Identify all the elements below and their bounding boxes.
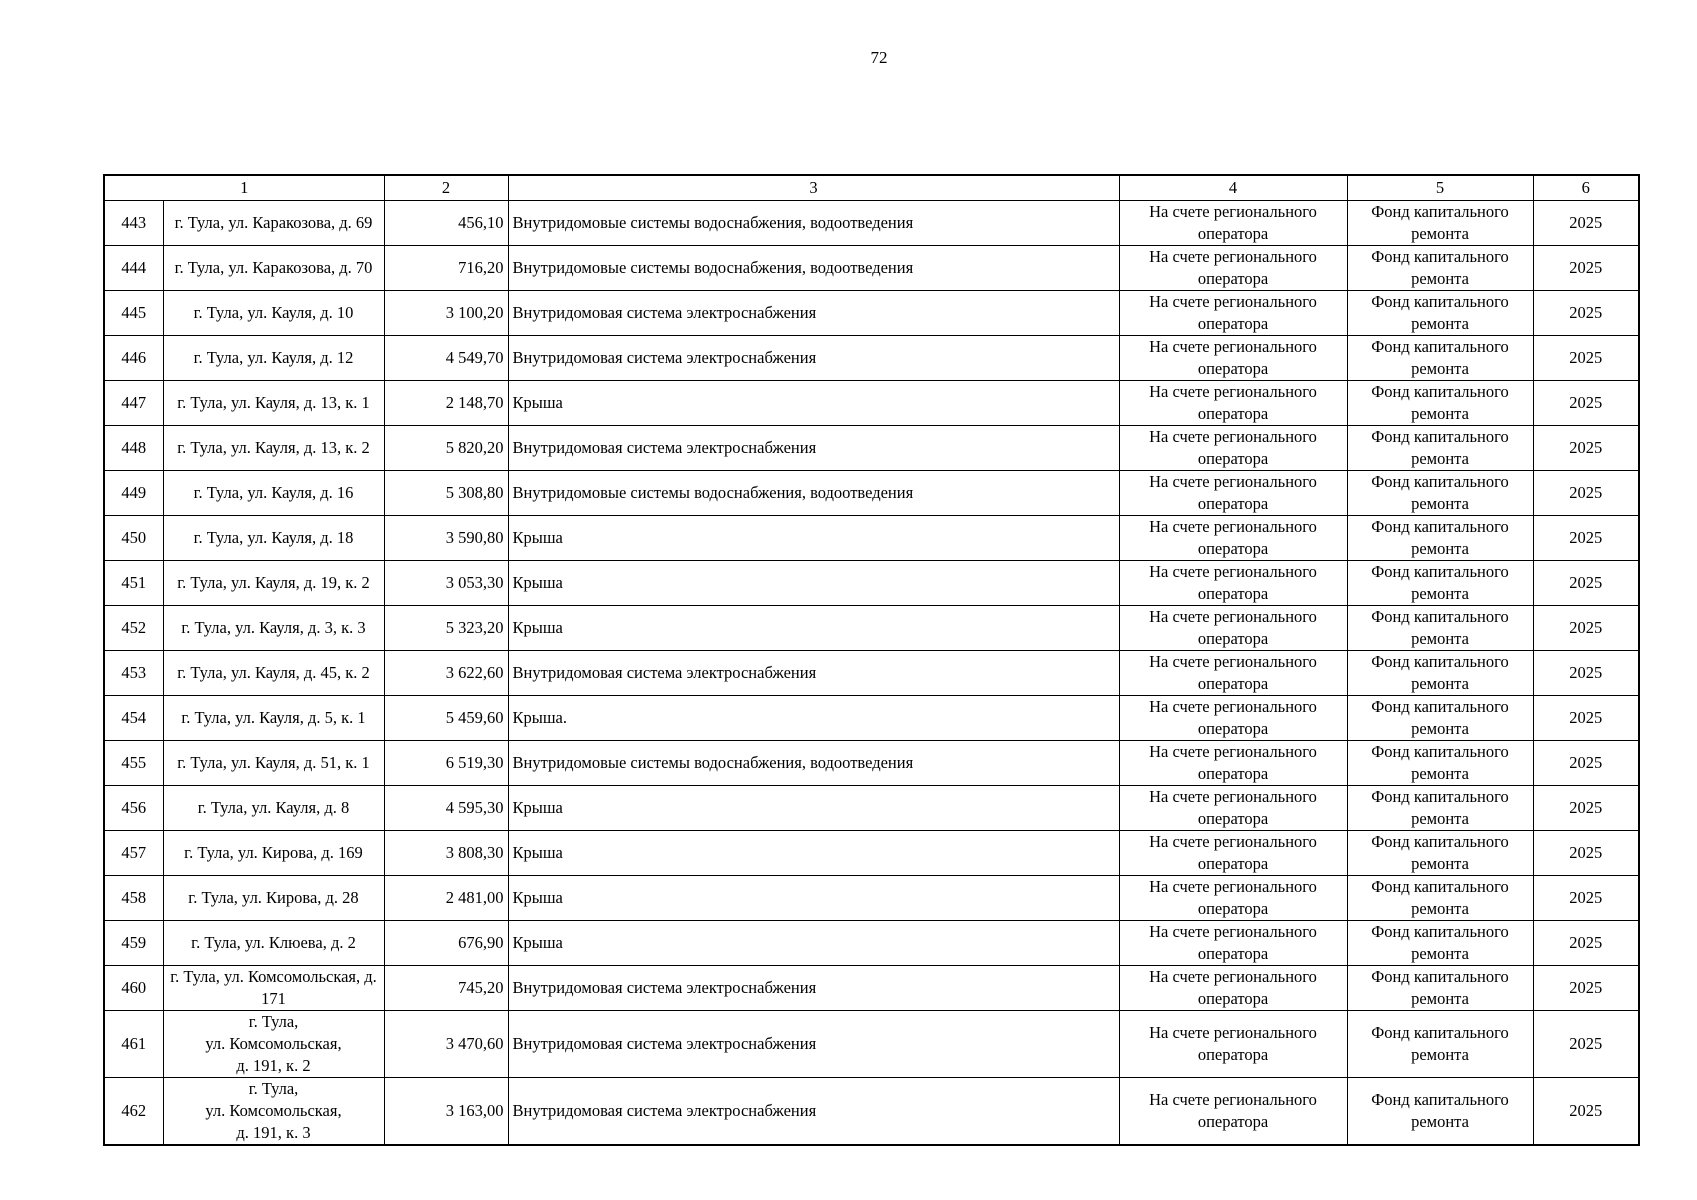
row-number: 452 xyxy=(104,606,163,651)
fund-method-cell: На счете регионального оператора xyxy=(1119,1011,1347,1078)
area-cell: 5 820,20 xyxy=(384,426,508,471)
area-cell: 3 470,60 xyxy=(384,1011,508,1078)
address-cell: г. Тула, ул. Кауля, д. 8 xyxy=(163,786,384,831)
funding-source-cell: Фонд капитального ремонта xyxy=(1347,381,1533,426)
address-cell: г. Тула, ул. Комсомольская, д. 191, к. 3 xyxy=(163,1078,384,1146)
column-number-row xyxy=(104,175,1639,201)
funding-source-cell: Фонд капитального ремонта xyxy=(1347,1078,1533,1146)
row-number: 447 xyxy=(104,381,163,426)
row-number: 450 xyxy=(104,516,163,561)
table-row xyxy=(104,516,1639,561)
funding-source-cell: Фонд капитального ремонта xyxy=(1347,831,1533,876)
table-row xyxy=(104,1078,1639,1146)
year-cell: 2025 xyxy=(1533,876,1639,921)
year-cell: 2025 xyxy=(1533,1078,1639,1146)
table-body xyxy=(104,201,1639,1146)
table-row xyxy=(104,291,1639,336)
area-cell: 3 622,60 xyxy=(384,651,508,696)
table-row xyxy=(104,426,1639,471)
work-type-cell: Внутридомовая система электроснабжения xyxy=(508,426,1119,471)
table-row xyxy=(104,1011,1639,1078)
funding-source-cell: Фонд капитального ремонта xyxy=(1347,426,1533,471)
fund-method-cell: На счете регионального оператора xyxy=(1119,696,1347,741)
work-type-cell: Внутридомовая система электроснабжения xyxy=(508,291,1119,336)
fund-method-cell: На счете регионального оператора xyxy=(1119,921,1347,966)
area-cell: 2 481,00 xyxy=(384,876,508,921)
year-cell: 2025 xyxy=(1533,741,1639,786)
table-row xyxy=(104,696,1639,741)
table-row xyxy=(104,876,1639,921)
fund-method-cell: На счете регионального оператора xyxy=(1119,426,1347,471)
table-row xyxy=(104,831,1639,876)
address-cell: г. Тула, ул. Кауля, д. 18 xyxy=(163,516,384,561)
work-type-cell: Внутридомовые системы водоснабжения, водоотведения xyxy=(508,201,1119,246)
row-number: 451 xyxy=(104,561,163,606)
table-row xyxy=(104,786,1639,831)
year-cell: 2025 xyxy=(1533,201,1639,246)
work-type-cell: Крыша xyxy=(508,561,1119,606)
row-number: 445 xyxy=(104,291,163,336)
row-number: 461 xyxy=(104,1011,163,1078)
work-type-cell: Крыша xyxy=(508,786,1119,831)
work-type-cell: Внутридомовая система электроснабжения xyxy=(508,966,1119,1011)
row-number: 457 xyxy=(104,831,163,876)
table-row xyxy=(104,606,1639,651)
table-row xyxy=(104,471,1639,516)
address-cell: г. Тула, ул. Каракозова, д. 69 xyxy=(163,201,384,246)
table-row xyxy=(104,966,1639,1011)
area-cell: 6 519,30 xyxy=(384,741,508,786)
table-row xyxy=(104,651,1639,696)
fund-method-cell: На счете регионального оператора xyxy=(1119,516,1347,561)
work-type-cell: Крыша xyxy=(508,516,1119,561)
funding-source-cell: Фонд капитального ремонта xyxy=(1347,201,1533,246)
fund-method-cell: На счете регионального оператора xyxy=(1119,651,1347,696)
year-cell: 2025 xyxy=(1533,471,1639,516)
row-number: 459 xyxy=(104,921,163,966)
area-cell: 3 808,30 xyxy=(384,831,508,876)
area-cell: 5 308,80 xyxy=(384,471,508,516)
row-number: 454 xyxy=(104,696,163,741)
row-number: 462 xyxy=(104,1078,163,1146)
fund-method-cell: На счете регионального оператора xyxy=(1119,1078,1347,1146)
table-row xyxy=(104,741,1639,786)
fund-method-cell: На счете регионального оператора xyxy=(1119,201,1347,246)
column-number-5: 5 xyxy=(1347,175,1533,201)
year-cell: 2025 xyxy=(1533,921,1639,966)
fund-method-cell: На счете регионального оператора xyxy=(1119,291,1347,336)
work-type-cell: Крыша xyxy=(508,381,1119,426)
column-number-3: 3 xyxy=(508,175,1119,201)
year-cell: 2025 xyxy=(1533,381,1639,426)
work-type-cell: Внутридомовые системы водоснабжения, водоотведения xyxy=(508,741,1119,786)
row-number: 443 xyxy=(104,201,163,246)
row-number: 448 xyxy=(104,426,163,471)
fund-method-cell: На счете регионального оператора xyxy=(1119,606,1347,651)
area-cell: 5 323,20 xyxy=(384,606,508,651)
year-cell: 2025 xyxy=(1533,786,1639,831)
column-number-4: 4 xyxy=(1119,175,1347,201)
fund-method-cell: На счете регионального оператора xyxy=(1119,786,1347,831)
table-row xyxy=(104,201,1639,246)
row-number: 446 xyxy=(104,336,163,381)
address-cell: г. Тула, ул. Кирова, д. 169 xyxy=(163,831,384,876)
funding-source-cell: Фонд капитального ремонта xyxy=(1347,966,1533,1011)
funding-source-cell: Фонд капитального ремонта xyxy=(1347,246,1533,291)
area-cell: 3 100,20 xyxy=(384,291,508,336)
funding-source-cell: Фонд капитального ремонта xyxy=(1347,1011,1533,1078)
address-cell: г. Тула, ул. Кауля, д. 12 xyxy=(163,336,384,381)
area-cell: 716,20 xyxy=(384,246,508,291)
year-cell: 2025 xyxy=(1533,1011,1639,1078)
fund-method-cell: На счете регионального оператора xyxy=(1119,471,1347,516)
row-number: 460 xyxy=(104,966,163,1011)
column-number-1: 1 xyxy=(104,175,384,201)
fund-method-cell: На счете регионального оператора xyxy=(1119,381,1347,426)
fund-method-cell: На счете регионального оператора xyxy=(1119,561,1347,606)
work-type-cell: Крыша xyxy=(508,606,1119,651)
area-cell: 3 163,00 xyxy=(384,1078,508,1146)
page-number: 72 xyxy=(870,48,888,67)
address-cell: г. Тула, ул. Кауля, д. 13, к. 1 xyxy=(163,381,384,426)
row-number: 455 xyxy=(104,741,163,786)
address-cell: г. Тула, ул. Клюева, д. 2 xyxy=(163,921,384,966)
address-cell: г. Тула, ул. Каракозова, д. 70 xyxy=(163,246,384,291)
table-row xyxy=(104,336,1639,381)
year-cell: 2025 xyxy=(1533,336,1639,381)
work-type-cell: Крыша xyxy=(508,876,1119,921)
work-type-cell: Крыша xyxy=(508,921,1119,966)
row-number: 449 xyxy=(104,471,163,516)
address-cell: г. Тула, ул. Кауля, д. 5, к. 1 xyxy=(163,696,384,741)
address-cell: г. Тула, ул. Комсомольская, д. 191, к. 2 xyxy=(163,1011,384,1078)
funding-source-cell: Фонд капитального ремонта xyxy=(1347,516,1533,561)
address-cell: г. Тула, ул. Кауля, д. 16 xyxy=(163,471,384,516)
row-number: 453 xyxy=(104,651,163,696)
year-cell: 2025 xyxy=(1533,966,1639,1011)
table-row xyxy=(104,246,1639,291)
fund-method-cell: На счете регионального оператора xyxy=(1119,246,1347,291)
funding-source-cell: Фонд капитального ремонта xyxy=(1347,561,1533,606)
year-cell: 2025 xyxy=(1533,606,1639,651)
funding-source-cell: Фонд капитального ремонта xyxy=(1347,606,1533,651)
address-cell: г. Тула, ул. Комсомольская, д. 171 xyxy=(163,966,384,1011)
work-type-cell: Внутридомовые системы водоснабжения, водоотведения xyxy=(508,471,1119,516)
column-number-6: 6 xyxy=(1533,175,1639,201)
row-number: 458 xyxy=(104,876,163,921)
fund-method-cell: На счете регионального оператора xyxy=(1119,876,1347,921)
fund-method-cell: На счете регионального оператора xyxy=(1119,741,1347,786)
year-cell: 2025 xyxy=(1533,831,1639,876)
work-type-cell: Крыша. xyxy=(508,696,1119,741)
funding-source-cell: Фонд капитального ремонта xyxy=(1347,921,1533,966)
work-type-cell: Внутридомовая система электроснабжения xyxy=(508,651,1119,696)
fund-method-cell: На счете регионального оператора xyxy=(1119,966,1347,1011)
funding-source-cell: Фонд капитального ремонта xyxy=(1347,651,1533,696)
funding-source-cell: Фонд капитального ремонта xyxy=(1347,471,1533,516)
work-type-cell: Внутридомовые системы водоснабжения, водоотведения xyxy=(508,246,1119,291)
area-cell: 4 595,30 xyxy=(384,786,508,831)
year-cell: 2025 xyxy=(1533,561,1639,606)
row-number: 456 xyxy=(104,786,163,831)
year-cell: 2025 xyxy=(1533,651,1639,696)
funding-source-cell: Фонд капитального ремонта xyxy=(1347,336,1533,381)
area-cell: 5 459,60 xyxy=(384,696,508,741)
row-number: 444 xyxy=(104,246,163,291)
address-cell: г. Тула, ул. Кауля, д. 3, к. 3 xyxy=(163,606,384,651)
address-cell: г. Тула, ул. Кауля, д. 51, к. 1 xyxy=(163,741,384,786)
year-cell: 2025 xyxy=(1533,246,1639,291)
funding-source-cell: Фонд капитального ремонта xyxy=(1347,291,1533,336)
year-cell: 2025 xyxy=(1533,516,1639,561)
fund-method-cell: На счете регионального оператора xyxy=(1119,831,1347,876)
table-row xyxy=(104,561,1639,606)
address-cell: г. Тула, ул. Кауля, д. 10 xyxy=(163,291,384,336)
repair-register-table xyxy=(103,174,1640,1146)
year-cell: 2025 xyxy=(1533,291,1639,336)
area-cell: 4 549,70 xyxy=(384,336,508,381)
work-type-cell: Крыша xyxy=(508,831,1119,876)
year-cell: 2025 xyxy=(1533,696,1639,741)
area-cell: 456,10 xyxy=(384,201,508,246)
work-type-cell: Внутридомовая система электроснабжения xyxy=(508,336,1119,381)
year-cell: 2025 xyxy=(1533,426,1639,471)
area-cell: 745,20 xyxy=(384,966,508,1011)
funding-source-cell: Фонд капитального ремонта xyxy=(1347,786,1533,831)
work-type-cell: Внутридомовая система электроснабжения xyxy=(508,1011,1119,1078)
column-number-2: 2 xyxy=(384,175,508,201)
area-cell: 3 590,80 xyxy=(384,516,508,561)
address-cell: г. Тула, ул. Кауля, д. 13, к. 2 xyxy=(163,426,384,471)
funding-source-cell: Фонд капитального ремонта xyxy=(1347,696,1533,741)
work-type-cell: Внутридомовая система электроснабжения xyxy=(508,1078,1119,1146)
address-cell: г. Тула, ул. Кауля, д. 19, к. 2 xyxy=(163,561,384,606)
fund-method-cell: На счете регионального оператора xyxy=(1119,336,1347,381)
area-cell: 3 053,30 xyxy=(384,561,508,606)
area-cell: 676,90 xyxy=(384,921,508,966)
area-cell: 2 148,70 xyxy=(384,381,508,426)
funding-source-cell: Фонд капитального ремонта xyxy=(1347,876,1533,921)
funding-source-cell: Фонд капитального ремонта xyxy=(1347,741,1533,786)
address-cell: г. Тула, ул. Кауля, д. 45, к. 2 xyxy=(163,651,384,696)
address-cell: г. Тула, ул. Кирова, д. 28 xyxy=(163,876,384,921)
table-row xyxy=(104,921,1639,966)
table-row xyxy=(104,381,1639,426)
